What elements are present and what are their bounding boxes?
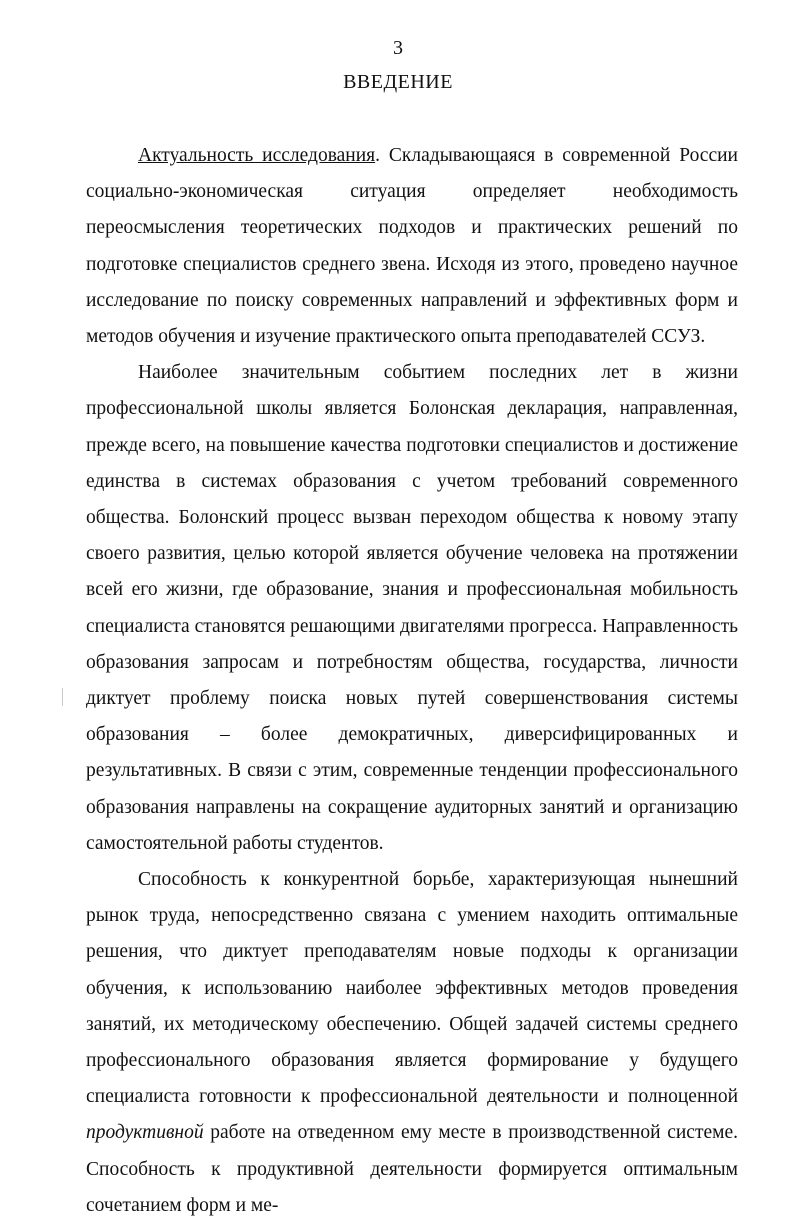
paragraph-bologna [86, 355, 738, 862]
paragraph-2-text: Наиболее значительным событием последних лет в жизни профессиональной школы является Болонская декларация, направленная, прежде всего, на повышение качества подготовки специалистов и достижение единства в системах образования с учетом требований современного общества. Болонский процесс вызван переходом общества к новому этапу своего развития, целью которой является обучение человека на протяжении всей его жизни, где образование, знания и профессиональная мобильность специалиста становятся решающими двигателями прогресса. Направленность образования запросам и потребностям общества, государства, личности диктует проблему поиска новых путей совершенствования системы образования – более демократичных, диверсифицированных и результативных. В связи с этим, современные тенденции профессионального образования направлены на сокращение аудиторных занятий и организацию самостоятельной работы студентов. [86, 362, 738, 854]
relevance-heading: Актуальность исследования [138, 145, 376, 166]
paragraph-relevance [86, 138, 738, 355]
page-title: ВВЕДЕНИЕ [343, 71, 453, 93]
paragraph-competition [86, 862, 738, 1224]
italic-word: продуктивной [86, 1122, 204, 1144]
paragraph-1-text: . Складывающаяся в современной России социально-экономическая ситуация определяет необходимость переосмысления теоретических подходов и практических решений по подготовке специалистов среднего звена. Исходя из этого, проведено научное исследование по поиску современных направлений и эффективных форм и методов обучения и изучение практического опыта преподавателей ССУЗ. [86, 145, 738, 348]
page-number: 3 [393, 37, 403, 59]
paragraph-3-text-end: работе на отведенном ему месте в производственной системе. Способность к продуктивной деятельности формируется оптимальным сочетанием форм и ме- [86, 1122, 738, 1216]
margin-mark [62, 688, 63, 706]
paragraph-3-text-start: Способность к конкурентной борьбе, характеризующая нынешний рынок труда, непосредственно связана с умением находить оптимальные решения, что диктует преподавателям новые подходы к организации обучения, к использованию наиболее эффективных методов проведения занятий, их методическому обеспечению. Общей задачей системы среднего профессионального образования является формирование у будущего специалиста готовности к профессиональной деятельности и полноценной [86, 869, 738, 1108]
body-text [86, 138, 738, 1224]
